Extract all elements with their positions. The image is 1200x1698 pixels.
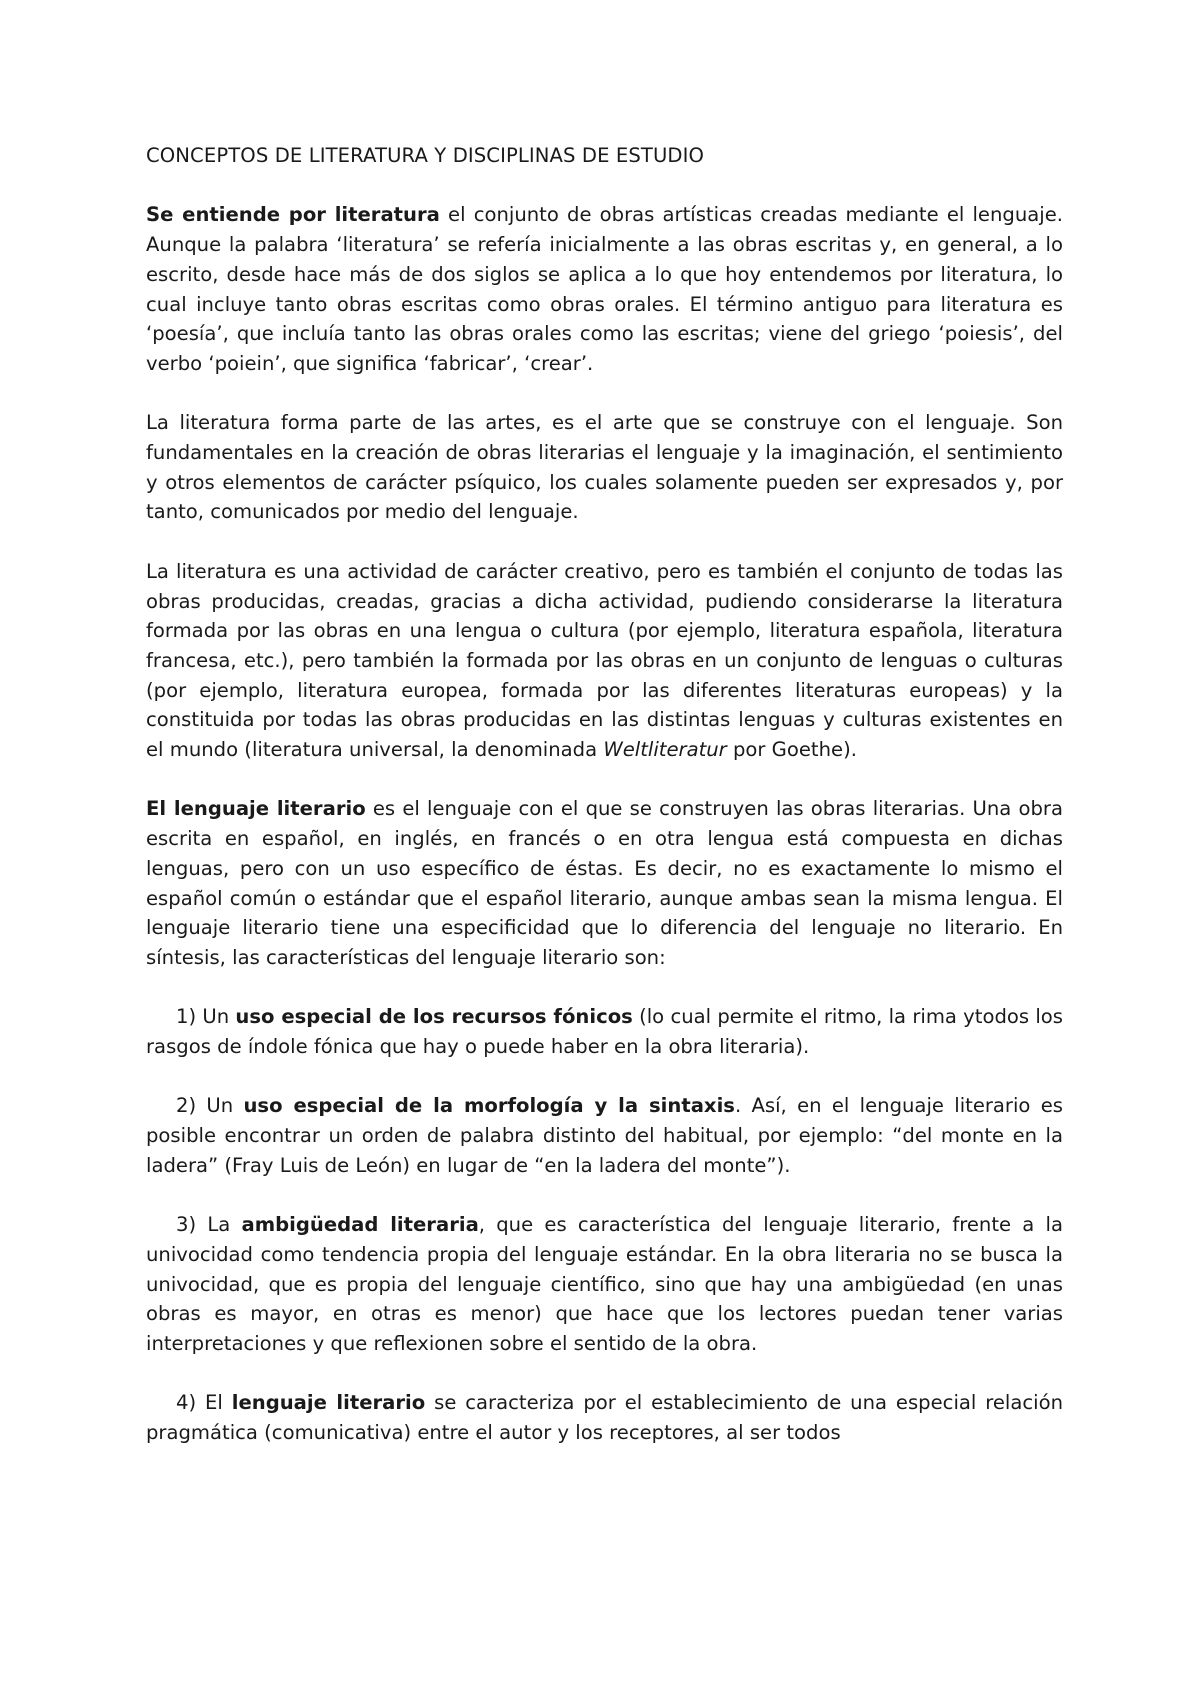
paragraph-text: es el lenguaje con el que se construyen las obras literarias. Una obra escrita en español, en inglés, en francés o en otra lengua está compuesta en dichas lenguas, pero con un uso específico de éstas. Es decir, no es exactamente lo mismo el español común o estándar que el español literario, aunque ambas sean la misma lengua. El lenguaje literario tiene una especificidad que lo diferencia del lenguaje no literario. En síntesis, las características del lenguaje literario son: xyxy=(146,797,1063,969)
paragraph-text: el conjunto de obras artísticas creadas mediante el lenguaje. Aunque la palabra ‘literatura’ se refería inicialmente a las obras escritas y, en general, a lo escrito, desde hace más de dos siglos se aplica a lo que hoy entendemos por literatura, lo cual incluye tanto obras escritas como obras orales. El término antiguo para literatura es ‘poesía’, que incluía tanto las obras orales como las escritas; viene del griego ‘poiesis’, del verbo ‘poiein’, que significa ‘fabricar’, ‘crear’. xyxy=(146,203,1063,375)
list-item-prefix: 4) El xyxy=(176,1391,232,1415)
paragraph-text: La literatura forma parte de las artes, es el arte que se construye con el lenguaje. Son fundamentales en la creación de obras literarias el lenguaje y la imaginación, el sentimiento y otros elementos de carácter psíquico, los cuales solamente pueden ser expresados y, por tanto, comunicados por medio del lenguaje. xyxy=(146,411,1063,524)
list-item xyxy=(146,1388,1063,1447)
bold-term: El lenguaje literario xyxy=(146,797,366,821)
list-item-text: . Así, en el lenguaje literario es posible encontrar un orden de palabra distinto del habitual, por ejemplo: “del monte en la ladera” (Fray Luis de León) en lugar de “en la ladera del monte”). xyxy=(146,1094,1063,1177)
list-item-text: se caracteriza por el establecimiento de una especial relación pragmática (comunicativa) entre el autor y los receptores, al ser todos xyxy=(146,1391,1063,1445)
paragraph-definition xyxy=(146,200,1063,378)
list-item xyxy=(146,1210,1063,1359)
document-title: CONCEPTOS DE LITERATURA Y DISCIPLINAS DE ESTUDIO xyxy=(146,144,705,167)
italic-term: Weltliteratur xyxy=(603,738,727,762)
list-item xyxy=(146,1091,1063,1180)
list-item-prefix: 2) Un xyxy=(176,1094,244,1118)
list-item-text: (lo cual permite el ritmo, la rima ytodos los rasgos de índole fónica que hay o puede haber en la obra literaria). xyxy=(146,1005,1063,1059)
paragraph-arts xyxy=(146,408,1063,527)
list-item xyxy=(146,1002,1063,1061)
bold-term: uso especial de los recursos fónicos xyxy=(235,1005,633,1029)
list-item-text: , que es característica del lenguaje literario, frente a la univocidad como tendencia propia del lenguaje estándar. En la obra literaria no se busca la univocidad, que es propia del lenguaje científico, sino que hay una ambigüedad (en unas obras es mayor, en otras es menor) que hace que los lectores puedan tener varias interpretaciones y que reflexionen sobre el sentido de la obra. xyxy=(146,1213,1063,1356)
bold-term: uso especial de la morfología y la sintaxis xyxy=(243,1094,735,1118)
list-item-prefix: 3) La xyxy=(176,1213,242,1237)
bold-term: ambigüedad literaria xyxy=(241,1213,479,1237)
paragraph-activity xyxy=(146,557,1063,765)
bold-term: Se entiende por literatura xyxy=(146,203,440,227)
paragraph-literary-language xyxy=(146,794,1063,972)
bold-term: lenguaje literario xyxy=(231,1391,426,1415)
paragraph-text: La literatura es una actividad de carácter creativo, pero es también el conjunto de todas las obras producidas, creadas, gracias a dicha actividad, pudiendo considerarse la literatura formada por las obras en una lengua o cultura (por ejemplo, literatura española, literatura francesa, etc.), pero también la formada por las obras en un conjunto de lenguas o culturas (por ejemplo, literatura europea, formada por las diferentes literaturas europeas) y la constituida por todas las obras producidas en las distintas lenguas y culturas existentes en el mundo (literatura universal, la denominada xyxy=(146,559,1063,762)
document-body xyxy=(146,141,1063,1478)
list-item-prefix: 1) Un xyxy=(176,1005,236,1029)
paragraph-text: por Goethe). xyxy=(726,738,857,762)
